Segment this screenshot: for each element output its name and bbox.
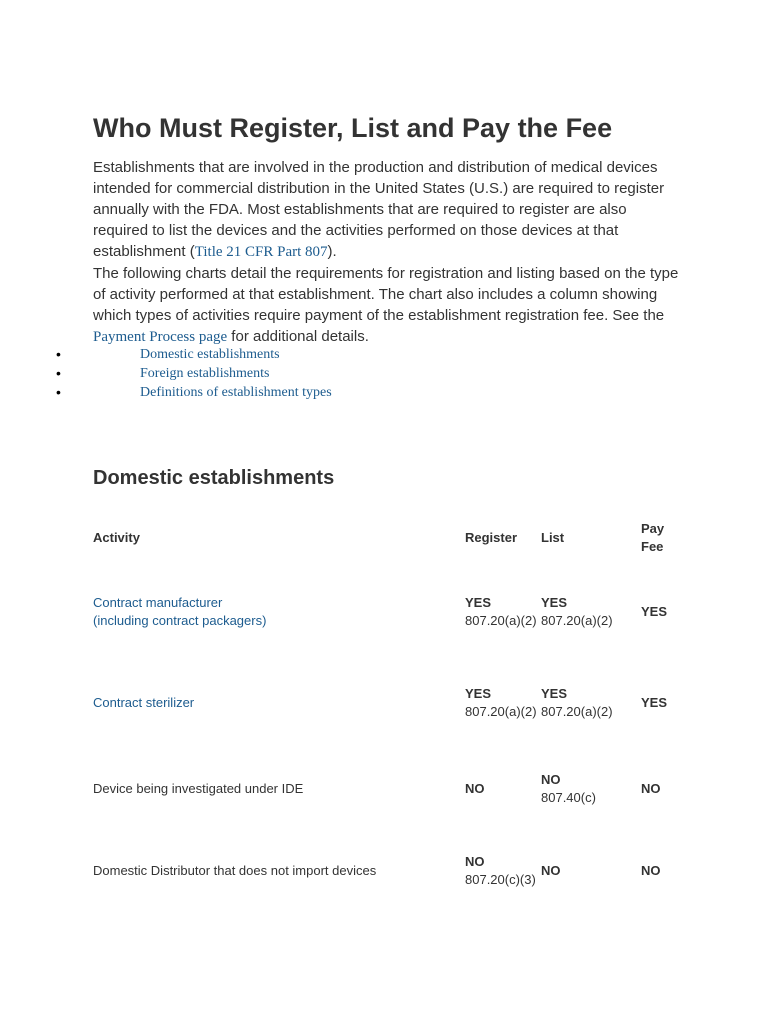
activity-label: Contract manufacturer — [93, 594, 223, 610]
intro-text — [93, 157, 683, 348]
list-reference: 807.20(a)(2) — [541, 612, 613, 628]
register-cell — [465, 566, 541, 657]
bullet-icon: • — [56, 346, 61, 362]
list-reference: 807.40(c) — [541, 790, 596, 805]
intro-p1-text: Establishments that are involved in the production and distribution of medical devices intended for commercial distribution in the United States (U.S.) are required to register annually with the FDA. Most establishments that are required to register are also required to list the devices and the activities performed on those devices at that establishment ( — [93, 159, 665, 260]
page-title: Who Must Register, List and Pay the Fee — [93, 113, 613, 143]
register-reference: 807.20(a)(2) — [465, 612, 537, 628]
column-header-pay-fee-line1: Pay — [641, 521, 665, 536]
intro-paragraph-1 — [93, 157, 683, 263]
fee-cell — [641, 830, 683, 912]
register-value: NO — [465, 854, 485, 869]
activity-label-detail: (including contract packagers) — [93, 612, 267, 628]
column-header-list — [541, 510, 637, 566]
section-heading-domestic: Domestic establishments — [93, 467, 335, 489]
column-header-activity — [93, 510, 453, 566]
intro-p2-text: The following charts detail the requirements for registration and listing based on the type of activity performed at that establishment. The chart also includes a column showing which types of activities require payment of the establishment registration fee. See the — [93, 265, 679, 324]
register-value: NO — [465, 781, 485, 796]
register-cell — [465, 830, 541, 912]
activity-cell — [93, 566, 453, 657]
table-row — [93, 748, 683, 830]
payment-process-link[interactable]: Payment Process page — [93, 329, 228, 345]
activity-label: Domestic Distributor that does not import devices — [93, 863, 377, 878]
activity-label: Device being investigated under IDE — [93, 781, 304, 796]
table-row — [93, 566, 683, 657]
fee-value: NO — [641, 781, 661, 796]
register-reference: 807.20(c)(3) — [465, 872, 536, 887]
activity-cell — [93, 830, 453, 912]
toc-link-foreign[interactable]: Foreign establishments — [140, 366, 270, 381]
list-cell — [541, 748, 637, 830]
fee-value: NO — [641, 863, 661, 878]
register-cell — [465, 657, 541, 748]
fee-cell — [641, 748, 683, 830]
column-header-register — [465, 510, 541, 566]
register-reference: 807.20(a)(2) — [465, 703, 537, 719]
column-header-pay-fee-line2: Fee — [641, 539, 664, 554]
list-value: YES — [541, 685, 568, 701]
bullet-icon: • — [56, 365, 61, 381]
title-21-cfr-link[interactable]: Title 21 CFR Part 807 — [194, 244, 328, 260]
column-header-register-label: Register — [465, 530, 518, 545]
list-cell — [541, 830, 637, 912]
register-cell — [465, 748, 541, 830]
column-header-activity-label: Activity — [93, 530, 140, 545]
fee-cell — [641, 566, 683, 657]
activity-link-contract-manufacturer[interactable] — [93, 594, 453, 630]
bullet-icon: • — [56, 384, 61, 400]
fee-value: YES — [641, 694, 668, 710]
toc-link-domestic[interactable]: Domestic establishments — [140, 347, 280, 362]
register-value: YES — [465, 594, 492, 610]
list-cell — [541, 657, 637, 748]
table-row — [93, 830, 683, 912]
domestic-requirements-table — [93, 510, 683, 912]
activity-cell — [93, 657, 453, 748]
list-value: NO — [541, 863, 561, 878]
column-header-pay-fee — [641, 510, 683, 566]
activity-link-contract-sterilizer[interactable]: Contract sterilizer — [93, 694, 195, 710]
list-value: NO — [541, 772, 561, 787]
column-header-list-label: List — [541, 530, 565, 545]
intro-p1-tail: ). — [327, 243, 337, 260]
table-row — [93, 657, 683, 748]
list-cell — [541, 566, 637, 657]
register-value: YES — [465, 685, 492, 701]
table-header-row — [93, 510, 683, 566]
toc-link-definitions[interactable]: Definitions of establishment types — [140, 385, 332, 400]
fee-cell — [641, 657, 683, 748]
fee-value: YES — [641, 603, 668, 619]
list-value: YES — [541, 594, 568, 610]
intro-paragraph-2 — [93, 263, 683, 348]
list-reference: 807.20(a)(2) — [541, 703, 613, 719]
activity-cell — [93, 748, 453, 830]
intro-p2-tail: for additional details. — [227, 328, 369, 345]
